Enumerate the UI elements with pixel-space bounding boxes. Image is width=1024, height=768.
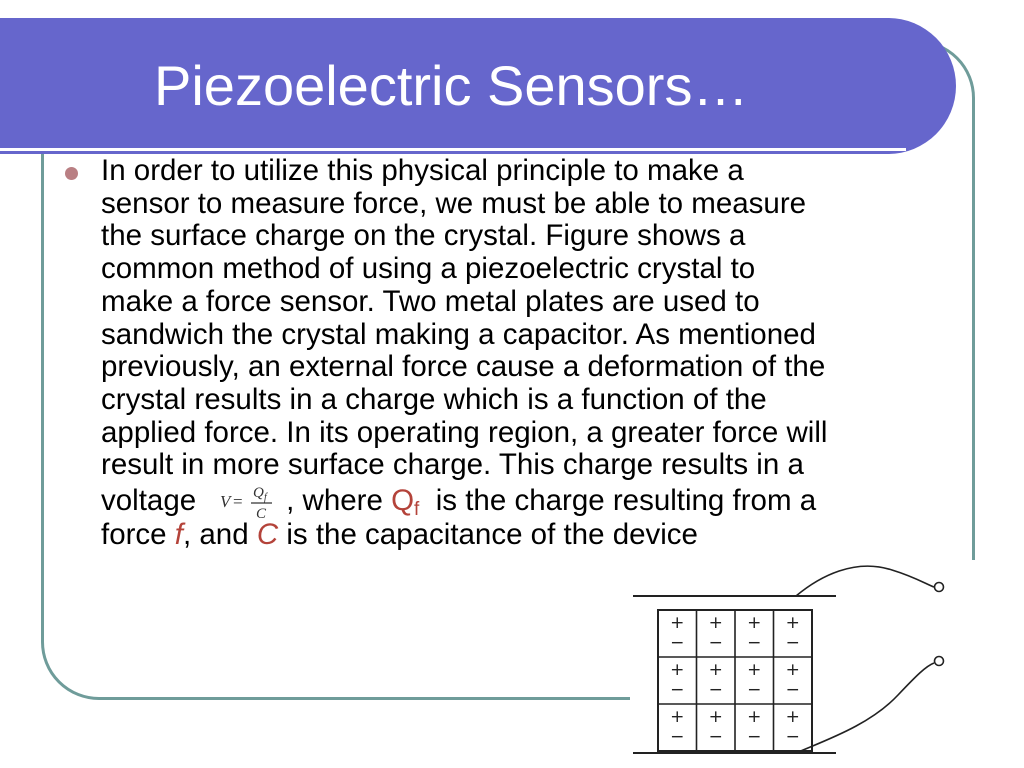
formula-numerator-sub: f — [264, 492, 267, 504]
negative-charge: − — [747, 727, 762, 747]
piezo-sensor-figure — [630, 560, 1024, 768]
negative-charge: − — [785, 680, 800, 700]
positive-charge: + — [785, 613, 800, 633]
voltage-formula — [218, 482, 278, 522]
negative-charge: − — [670, 633, 685, 653]
capacitance-description: is the capacitance of the device — [286, 518, 698, 552]
positive-charge: + — [747, 660, 762, 680]
body-line: common method of using a piezoelectric crystal to — [101, 252, 756, 286]
where-text: , where — [286, 484, 383, 518]
sensor-diagram — [630, 560, 1024, 768]
formula-equals: = — [233, 492, 243, 512]
body-line: the surface charge on the crystal. Figure shows a — [101, 219, 746, 253]
positive-charge: + — [670, 660, 685, 680]
formula-denominator: C — [256, 506, 267, 523]
body-line: In order to utilize this physical principle to make a — [101, 154, 744, 187]
charge-symbol: $Q_f$ — [391, 484, 420, 521]
body-paragraph — [101, 155, 951, 552]
negative-charge: − — [747, 680, 762, 700]
positive-charge: + — [747, 613, 762, 633]
force-word: force — [101, 518, 167, 552]
positive-charge: + — [708, 660, 723, 680]
positive-charge: + — [708, 707, 723, 727]
negative-charge: − — [785, 727, 800, 747]
force-symbol: f — [174, 518, 183, 552]
title-bar — [0, 18, 956, 154]
positive-charge: + — [785, 660, 800, 680]
body-line: crystal results in a charge which is a function of the — [101, 382, 767, 416]
body-line: result in more surface charge. This charge results in a — [101, 448, 804, 482]
negative-charge: − — [670, 680, 685, 700]
negative-charge: − — [747, 633, 762, 653]
charge-description: is the charge resulting from a — [435, 484, 817, 518]
voltage-word: voltage — [101, 484, 197, 518]
positive-charge: + — [670, 707, 685, 727]
bottom-terminal — [935, 657, 944, 666]
negative-charge: − — [708, 633, 723, 653]
positive-charge: + — [785, 707, 800, 727]
negative-charge: − — [670, 727, 685, 747]
body-line: applied force. In its operating region, a greater force will — [101, 415, 828, 449]
bottom-lead-wire — [796, 663, 934, 753]
positive-charge: + — [670, 613, 685, 633]
voltage-line — [101, 482, 951, 523]
body-line: previously, an external force cause a deformation of the — [101, 350, 826, 384]
force-line — [101, 519, 951, 552]
negative-charge: − — [708, 680, 723, 700]
body-line: make a force sensor. Two metal plates are used to — [101, 284, 760, 318]
and-text: , and — [183, 518, 249, 552]
negative-charge: − — [708, 727, 723, 747]
top-lead-wire — [796, 566, 934, 596]
positive-charge: + — [708, 613, 723, 633]
bullet-icon — [65, 167, 78, 180]
body-line: sandwich the crystal making a capacitor. As mentioned — [101, 317, 816, 351]
crystal-grid — [658, 610, 812, 751]
negative-charge: − — [785, 633, 800, 653]
capacitance-symbol: C — [256, 518, 279, 552]
top-terminal — [935, 583, 944, 592]
positive-charge: + — [747, 707, 762, 727]
formula-numerator: Q — [253, 485, 264, 502]
formula-v: V — [220, 492, 231, 512]
title-underline — [0, 148, 906, 151]
body-line: sensor to measure force, we must be able to measure — [101, 186, 807, 220]
slide-title: Piezoelectric Sensors… — [154, 54, 749, 117]
